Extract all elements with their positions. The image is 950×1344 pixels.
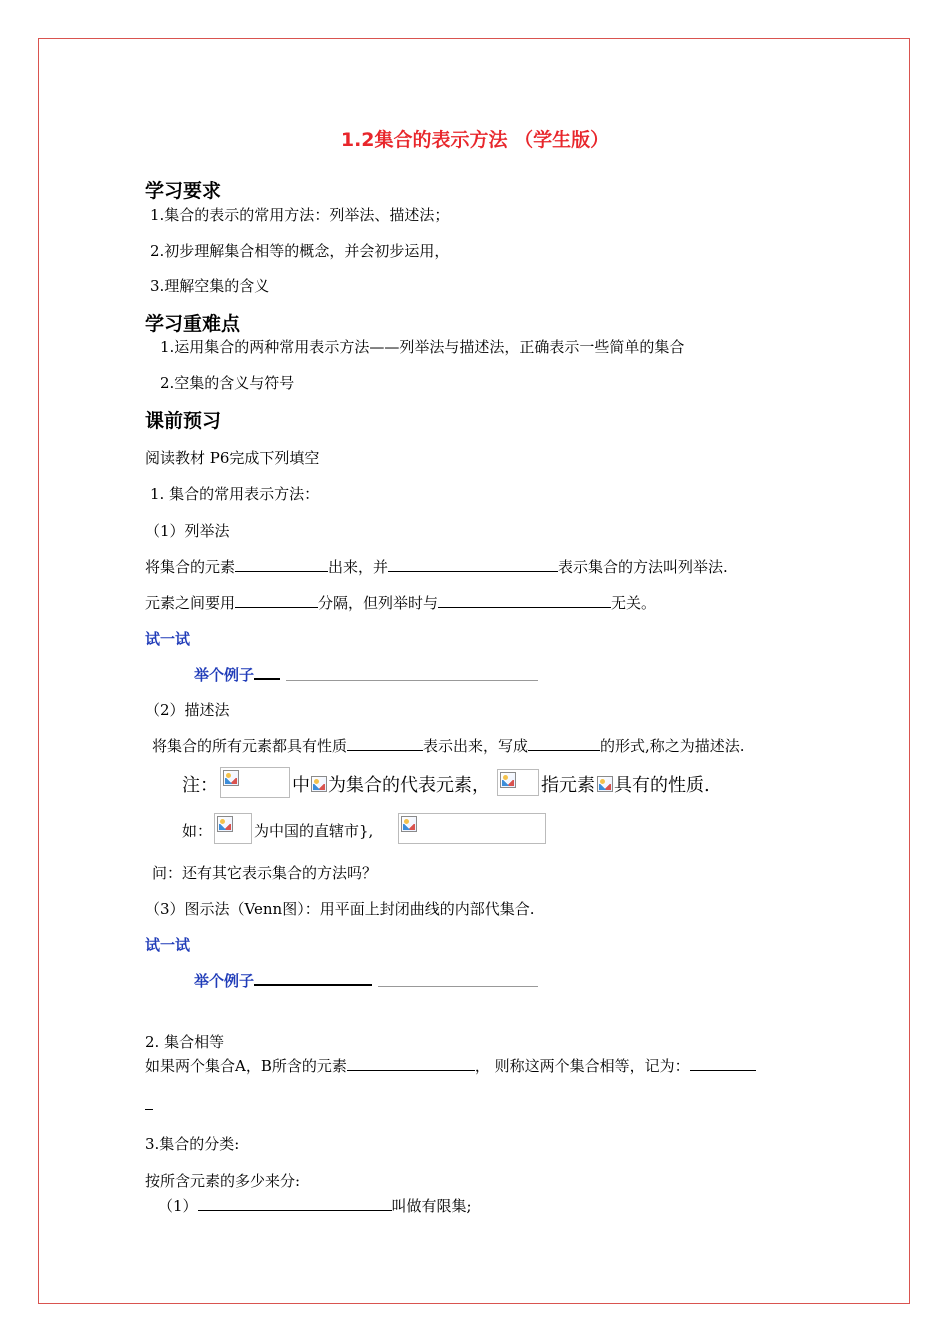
page-border bbox=[38, 38, 910, 1304]
text-fragment: 出来，并 bbox=[328, 558, 389, 576]
example-label bbox=[194, 970, 372, 991]
blank-field[interactable] bbox=[438, 593, 611, 608]
equality-line bbox=[145, 1055, 756, 1076]
note-text-in: 中 bbox=[292, 775, 310, 796]
finite-set-line bbox=[158, 1195, 472, 1216]
answer-line[interactable] bbox=[286, 680, 538, 681]
broken-image-icon bbox=[217, 816, 233, 832]
example-label-text: 举个例子 bbox=[194, 666, 255, 684]
enumeration-line-2 bbox=[145, 592, 656, 613]
description-line bbox=[152, 735, 745, 756]
text-fragment: 将集合的所有元素都具有性质 bbox=[152, 737, 348, 755]
blank-field[interactable] bbox=[347, 736, 423, 751]
requirement-item-1: 1.集合的表示的常用方法：列举法、描述法； bbox=[150, 206, 450, 224]
question-other-methods: 问：还有其它表示集合的方法吗？ bbox=[152, 864, 378, 882]
try-it-label: 试一试 bbox=[145, 630, 191, 648]
requirement-item-3: 3.理解空集的含义 bbox=[150, 277, 270, 295]
example-label-text: 举个例子 bbox=[194, 972, 255, 990]
blank-field[interactable] bbox=[145, 1095, 153, 1110]
example-text: 为中国的直辖市}, bbox=[254, 822, 374, 840]
example-label bbox=[194, 664, 280, 685]
blank-field[interactable] bbox=[347, 1056, 475, 1071]
formula-image bbox=[220, 767, 290, 798]
blank-field[interactable] bbox=[528, 736, 600, 751]
method-venn: （3）图示法（Venn图）：用平面上封闭曲线的内部代集合. bbox=[145, 900, 535, 918]
question-2: 2. 集合相等 bbox=[145, 1033, 225, 1051]
broken-image-icon bbox=[311, 776, 327, 792]
text-fragment: 元素之间要用 bbox=[145, 594, 236, 612]
text-fragment: （1） bbox=[158, 1197, 198, 1215]
blank-field[interactable] bbox=[690, 1056, 756, 1071]
heading-learning-requirements: 学习要求 bbox=[145, 180, 222, 202]
text-fragment: 表示出来，写成 bbox=[423, 737, 529, 755]
question-1: 1. 集合的常用表示方法： bbox=[150, 485, 320, 503]
text-fragment: 无关。 bbox=[611, 594, 657, 612]
note-label: 注： bbox=[182, 775, 218, 796]
broken-image-icon bbox=[401, 816, 417, 832]
blank-field[interactable] bbox=[235, 593, 318, 608]
text-fragment: 的形式,称之为描述法. bbox=[600, 737, 745, 755]
answer-line[interactable] bbox=[378, 986, 538, 987]
text-fragment: 如果两个集合A，B所含的元素 bbox=[145, 1057, 347, 1075]
note-text-representative: 为集合的代表元素， bbox=[328, 775, 490, 796]
formula-image bbox=[497, 769, 539, 796]
blank-field[interactable] bbox=[235, 557, 328, 572]
broken-image-icon bbox=[223, 770, 239, 786]
heading-key-points: 学习重难点 bbox=[145, 313, 241, 335]
key-point-1: 1.运用集合的两种常用表示方法——列举法与描述法，正确表示一些简单的集合 bbox=[160, 338, 685, 356]
heading-preview: 课前预习 bbox=[145, 410, 222, 432]
method-description: （2）描述法 bbox=[145, 701, 230, 719]
question-3: 3.集合的分类: bbox=[145, 1135, 240, 1153]
page-title: 1.2集合的表示方法 （学生版） bbox=[340, 129, 610, 151]
example-prefix: 如： bbox=[182, 822, 213, 840]
method-enumeration: （1）列举法 bbox=[145, 522, 230, 540]
requirement-item-2: 2.初步理解集合相等的概念，并会初步运用， bbox=[150, 242, 450, 260]
blank-field[interactable] bbox=[254, 970, 372, 986]
equality-continuation bbox=[145, 1095, 153, 1114]
blank-field[interactable] bbox=[198, 1196, 392, 1211]
formula-image bbox=[398, 813, 546, 844]
note-text-element: 指元素 bbox=[541, 775, 595, 796]
key-point-2: 2.空集的含义与符号 bbox=[160, 374, 295, 392]
broken-image-icon bbox=[500, 772, 516, 788]
text-fragment: 表示集合的方法叫列举法. bbox=[558, 558, 728, 576]
classification-intro: 按所含元素的多少来分: bbox=[145, 1172, 301, 1190]
enumeration-line-1 bbox=[145, 556, 728, 577]
blank-field[interactable] bbox=[254, 664, 280, 680]
text-fragment: 叫做有限集; bbox=[391, 1197, 472, 1215]
broken-image-icon bbox=[597, 776, 613, 792]
note-text-property: 具有的性质. bbox=[614, 775, 710, 796]
formula-image bbox=[214, 813, 252, 844]
text-fragment: 分隔，但列举时与 bbox=[318, 594, 439, 612]
text-fragment: 将集合的元素 bbox=[145, 558, 236, 576]
try-it-label: 试一试 bbox=[145, 936, 191, 954]
preview-intro: 阅读教材 P6完成下列填空 bbox=[145, 449, 320, 467]
blank-field[interactable] bbox=[388, 557, 558, 572]
text-fragment: ， 则称这两个集合相等，记为： bbox=[474, 1057, 690, 1075]
